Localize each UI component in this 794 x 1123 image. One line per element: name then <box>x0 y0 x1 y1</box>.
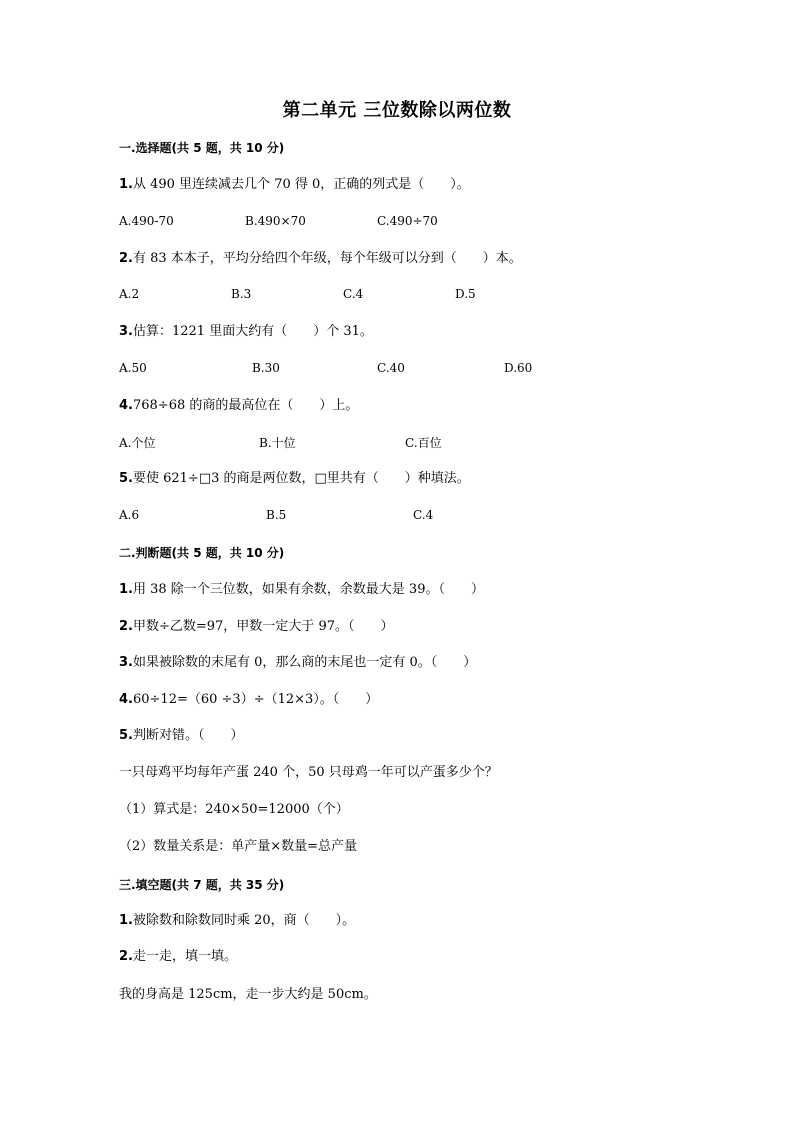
problem-context: 我的身高是 125cm，走一步大约是 50cm。 <box>119 987 377 1002</box>
question-2-4 <box>119 691 378 709</box>
options-1-3 <box>119 361 719 379</box>
question-number: 2. <box>119 949 133 964</box>
question-number: 2. <box>119 251 133 266</box>
question-number: 1. <box>119 177 133 192</box>
question-1-3 <box>119 323 373 341</box>
question-text: 被除数和除数同时乘 20，商（ ）。 <box>132 913 356 928</box>
option-d: D.60 <box>504 361 533 375</box>
question-1-5 <box>119 470 470 488</box>
question-2-2 <box>119 618 394 636</box>
question-1-1 <box>119 176 470 194</box>
question-number: 5. <box>119 728 133 743</box>
option-c: C.4 <box>413 508 434 522</box>
question-number: 3. <box>119 655 133 670</box>
question-number: 1. <box>119 582 133 597</box>
option-b: B.十位 <box>259 436 296 450</box>
question-number: 2. <box>119 619 133 634</box>
question-text: 判断对错。（ ） <box>132 728 244 743</box>
section-heading-choice: 一.选择题(共 5 题，共 10 分) <box>119 141 285 155</box>
question-2-1 <box>119 581 484 599</box>
problem-statement: 一只母鸡平均每年产蛋 240 个，50 只母鸡一年可以产蛋多少个？ <box>119 765 498 780</box>
option-c: C.百位 <box>405 436 442 450</box>
question-text: 甲数÷乙数=97，甲数一定大于 97。（ ） <box>132 619 394 634</box>
question-number: 4. <box>119 692 133 707</box>
question-text: 60÷12=（60 ÷3）÷（12×3）。（ ） <box>132 692 379 707</box>
option-a: A.6 <box>119 508 140 522</box>
option-c: C.40 <box>377 361 405 375</box>
question-text: 有 83 本本子，平均分给四个年级，每个年级可以分到（ ）本。 <box>132 251 522 266</box>
options-1-4 <box>119 434 719 452</box>
question-number: 3. <box>119 324 133 339</box>
option-b: B.30 <box>252 361 280 375</box>
option-b: B.3 <box>231 287 252 301</box>
option-c: C.4 <box>343 287 364 301</box>
option-a: A.2 <box>119 287 140 301</box>
section-heading-fill-blank: 三.填空题(共 7 题，共 35 分) <box>119 878 285 892</box>
page-title: 第二单元 三位数除以两位数 <box>282 100 512 121</box>
question-text: 走一走，填一填。 <box>132 949 237 964</box>
question-text: 要使 621÷□3 的商是两位数，□里共有（ ）种填法。 <box>132 471 470 486</box>
question-text: 估算：1221 里面大约有（ ）个 31。 <box>132 324 373 339</box>
options-1-5 <box>119 508 719 526</box>
question-3-2 <box>119 948 237 966</box>
question-text: 如果被除数的末尾有 0，那么商的末尾也一定有 0。（ ） <box>132 655 477 670</box>
question-number: 4. <box>119 398 133 413</box>
problem-statement-part-2: （2）数量关系是：单产量×数量=总产量 <box>119 839 358 854</box>
section-heading-judgement: 二.判断题(共 5 题，共 10 分) <box>119 546 285 560</box>
option-b: B.5 <box>266 508 287 522</box>
question-2-3 <box>119 654 476 672</box>
option-a: A.50 <box>119 361 147 375</box>
option-a: A.个位 <box>119 436 156 450</box>
options-1-1 <box>119 214 719 232</box>
option-b: B.490×70 <box>245 214 306 228</box>
question-text: 从 490 里连续减去几个 70 得 0，正确的列式是（ ）。 <box>132 177 470 192</box>
option-c: C.490÷70 <box>377 214 438 228</box>
options-1-2 <box>119 287 719 305</box>
question-2-5 <box>119 727 244 745</box>
option-a: A.490-70 <box>119 214 174 228</box>
question-3-1 <box>119 912 355 930</box>
option-d: D.5 <box>455 287 476 301</box>
question-number: 1. <box>119 913 133 928</box>
question-text: 用 38 除一个三位数，如果有余数，余数最大是 39。（ ） <box>132 582 484 597</box>
question-text: 768÷68 的商的最高位在（ ）上。 <box>132 398 359 413</box>
question-1-2 <box>119 250 522 268</box>
problem-statement-part-1: （1）算式是：240×50=12000（个） <box>119 802 349 817</box>
question-number: 5. <box>119 471 133 486</box>
question-1-4 <box>119 397 358 415</box>
